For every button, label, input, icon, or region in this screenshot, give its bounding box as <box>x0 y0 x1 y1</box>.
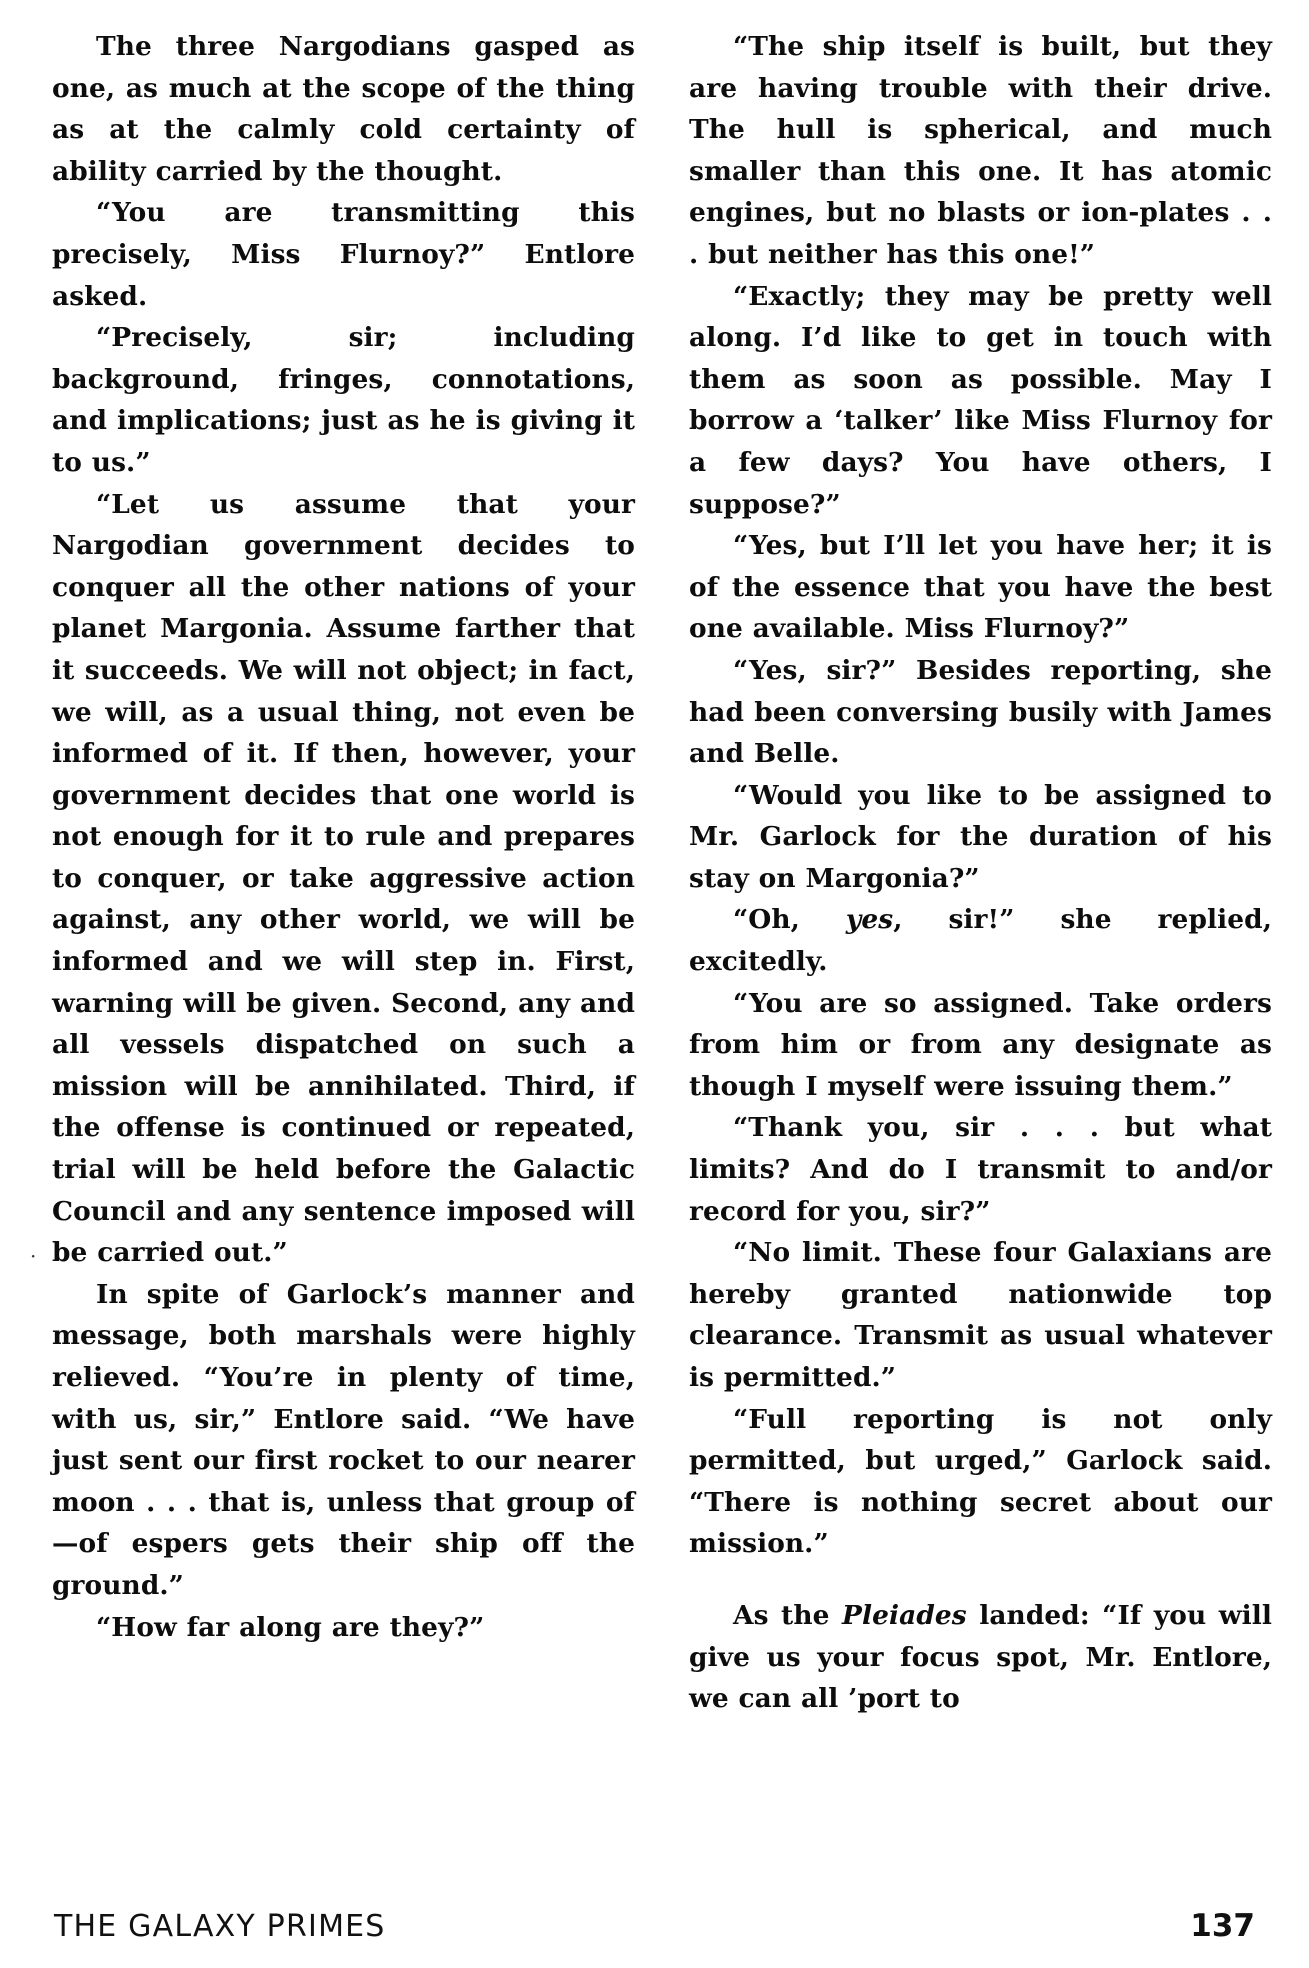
running-title: THE GALAXY PRIMES <box>54 1909 386 1944</box>
paragraph: “Exactly; they may be pretty well along. I’d like to get in touch with them as soon as possible. May I borrow a ‘talker’ like Miss Flurnoy for a few days? You have others, I suppose?” <box>689 280 1272 520</box>
left-column <box>52 26 635 1890</box>
paragraph-with-italic: As the Pleiades landed: “If you will give us your focus spot, Mr. Entlore, we can all ’port to <box>689 1599 1273 1715</box>
paragraph: “Thank you, sir . . . but what limits? And do I transmit to and/or record for you, sir?” <box>689 1112 1272 1227</box>
paragraph: “Let us assume that your Nargodian government decides to conquer all the other nations of your planet Margonia. Assume farther that it succeeds. We will not object; in fact, we will, as a usual thing, not even be informed of it. If then, however, your government decides that one world is not enough for it to rule and prepares to conquer, or take aggressive action against, any other world, we will be informed and we will step in. First, warning will be given. Second, any and all vessels dispatched on such a mission will be annihilated. Third, if the offense is continued or repeated, trial will be held before the Galactic Council and any sentence imposed will be carried out.” <box>52 488 635 1269</box>
page-number: 137 <box>1190 1908 1255 1944</box>
two-column-text-area <box>52 26 1273 1890</box>
paragraph: “The ship itself is built, but they are having trouble with their drive. The hull is spherical, and much smaller than this one. It has atomic engines, but no blasts or ion-plates . . . but neither has this one!” <box>689 31 1272 270</box>
paragraph: “How far along are they?” <box>96 1611 485 1643</box>
right-column <box>689 26 1272 1890</box>
paragraph: “Would you like to be assigned to Mr. Garlock for the duration of his stay on Margonia?” <box>689 779 1272 894</box>
paragraph: “Yes, but I’ll let you have her; it is of the essence that you have the best one available. Miss Flurnoy?” <box>689 530 1272 645</box>
page-footer <box>52 1890 1257 1968</box>
paragraph: “No limit. These four Galaxians are hereby granted nationwide top clearance. Transmit as usual whatever is permitted.” <box>689 1237 1272 1393</box>
paragraph: “You are transmitting this precisely, Miss Flurnoy?” Entlore asked. <box>52 197 635 312</box>
paragraph: “Precisely, sir; including background, fringes, connotations, and implications; just as he is giving it to us.” <box>52 322 635 478</box>
paragraph: The three Nargodians gasped as one, as much at the scope of the thing as at the calmly cold certainty of ability carried by the thought. <box>52 31 635 187</box>
margin-tick-mark: · <box>30 1244 37 1268</box>
paragraph: In spite of Garlock’s manner and message, both marshals were highly relieved. “You’re in plenty of time, with us, sir,” Entlore said. “We have just sent our first rocket to our nearer moon . . . that is, unless that group of—of espers gets their ship off the ground.” <box>52 1278 635 1601</box>
paragraph: “Full reporting is not only permitted, but urged,” Garlock said. “There is nothing secret about our mission.” <box>689 1403 1272 1560</box>
paragraph-with-italic: “Oh, yes, sir!” she replied, excitedly. <box>689 904 1272 978</box>
paragraph: “You are so assigned. Take orders from him or from any designate as though I myself were issuing them.” <box>689 987 1272 1102</box>
paragraph: “Yes, sir?” Besides reporting, she had been conversing busily with James and Belle. <box>689 654 1272 770</box>
